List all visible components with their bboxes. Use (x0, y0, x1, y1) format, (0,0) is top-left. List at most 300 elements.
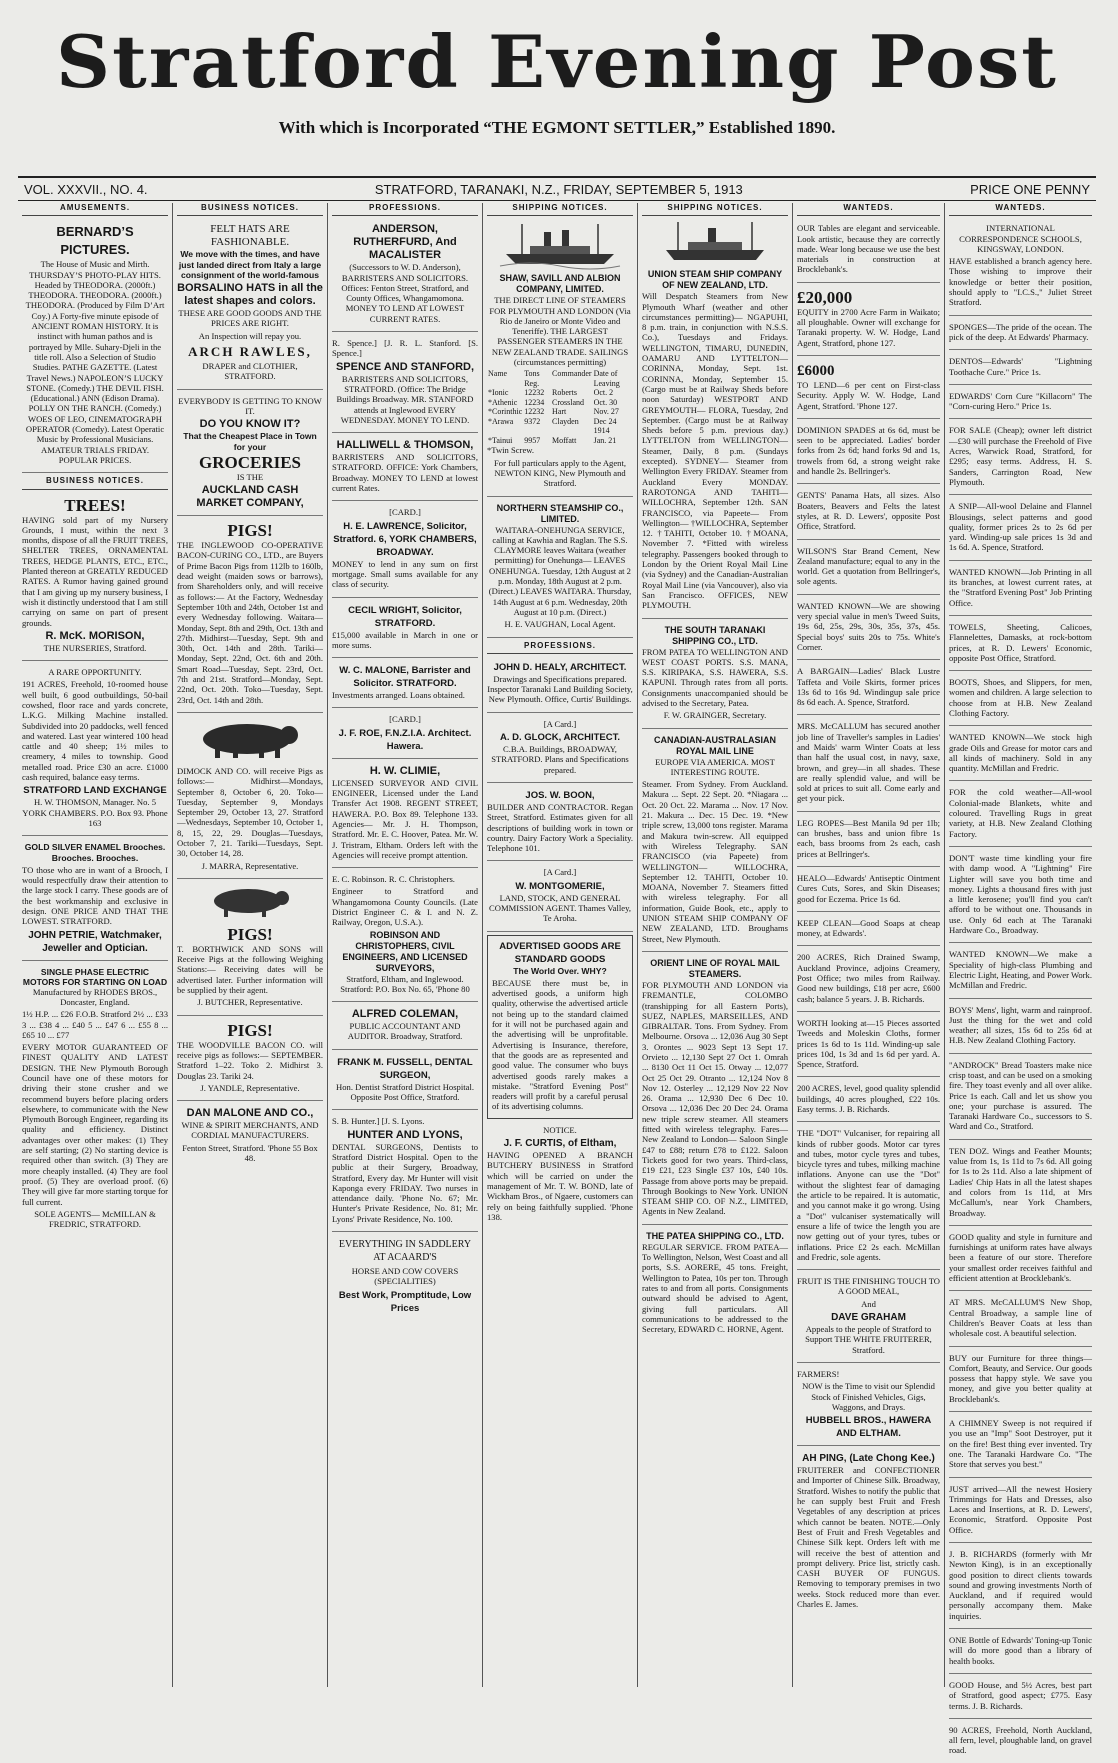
card-label: [A Card.] (543, 718, 577, 729)
advertiser-address: Fenton Street, Stratford. 'Phone 55 Box 48. (182, 1142, 318, 1164)
masthead-subtitle: With which is Incorporated “THE EGMONT SETTLER,” Established 1890. (278, 118, 836, 137)
ad-title: EVERYBODY IS GETTING TO KNOW IT. (178, 395, 322, 416)
advertiser-name: J. YANDLE, Representative. (200, 1082, 300, 1093)
column-business-notices (172, 203, 327, 1687)
advertiser-name: NORTHERN STEAMSHIP CO., LIMITED. (496, 502, 624, 524)
table-cell: Crossland (552, 397, 585, 407)
ad-body: THE WOODVILLE BACON CO. will receive pigs as follows:— SEPTEMBER. Stratford 1–22. Toko 2. Midhirst 3. Douglas 23. Tariki 24. (177, 1039, 323, 1081)
table-header-cell: Date of Leaving (593, 369, 620, 388)
ad-brooches (22, 839, 168, 960)
ad-body: LEG ROPES—Best Manila 9d per 1lb; can brushes, bass and union fibre 1s each, bass brooms from 2s each, cash prices at Bellringer's. (797, 817, 940, 859)
ad-spence-stanford (332, 335, 478, 433)
ad-body: Hon. Dentist Stratford District Hospital. Opposite Post Office, Stratford. (336, 1081, 474, 1103)
ad-boon (487, 786, 633, 861)
advertiser-name: A. D. GLOCK, ARCHITECT. (500, 732, 620, 744)
ad-title: SINGLE PHASE ELECTRIC MOTORS FOR STARTING ON LOAD (22, 966, 168, 987)
ad-body: OUR Tables are elegant and serviceable. Look artistic, because they are correctly made. Wear long because we use the best materials in construction at Brocklebank's. (797, 223, 940, 275)
ad-body: J. B. RICHARDS (formerly with Mr Newton King), is in an exceptionally good position to direct clients towards sound and growing investments North of Auckland, and if required would personally accompany them. Make inquiries. (949, 1548, 1092, 1621)
column-professions (327, 203, 482, 1687)
ad-body: DIMOCK AND CO. will receive Pigs as follows:— Midhirst—Mondays, September 8, October 6, 20. Toko—Tuesday, September 9, Mondays September 29, October 13, 27. Stratford—Wednesdays, September 10, October 1, 8, 15, 22, 29. Douglas—Tuesdays, October 7, 21. Tariki—Tuesdays, Sept. 30, October 14, 28. (177, 765, 323, 859)
ad-robinson-christophers (332, 871, 478, 1002)
ad-tweeds (797, 1015, 940, 1077)
ad-oils (949, 729, 1092, 781)
masthead (18, 6, 1096, 138)
ad-title: ADVERTISED GOODS ARE STANDARD GOODS (499, 940, 621, 965)
ad-title: INTERNATIONAL CORRESPONDENCE SCHOOLS, KINGSWAY, LONDON. (959, 223, 1082, 254)
table-cell: *Corinthic (488, 407, 523, 417)
ad-body: HORSE AND COW COVERS (SPECIALITIES) (351, 1266, 459, 1287)
ad-montgomerie (487, 864, 633, 931)
ad-contact: For full particulars apply to the Agent, NEWTON KING, New Plymouth and Stratford. (494, 457, 626, 489)
ad-sponges (949, 319, 1092, 351)
ad-subtitle: Manufactured by RHODES BROS., Doncaster, England. (32, 986, 158, 1007)
ad-boys-coats (949, 1002, 1092, 1054)
ad-tagline: Best Work, Promptitude, Low Prices (338, 1289, 472, 1314)
ad-acaards-saddlery (332, 1235, 478, 1320)
advertiser-name: ANDERSON, RUTHERFURD, And MACALISTER (353, 223, 457, 262)
ad-amount: £6000 (797, 362, 835, 379)
ad-tonic (949, 1632, 1092, 1674)
ad-body: The House of Music and Mirth. THURSDAY’S PHOTO-PLAY HITS. Headed by THEODORA. (2000ft.) THEODORA. THEODORA. (2000ft.) THEODORA. (Produced by Film D’Art Coy.) A Forty-five minute episode of ANCIENT ROMAN HISTORY. It is instinct with human pathos and is portrayed by Mlle. Suhary-Djeli in the title roll. Also a Selection of Studio Studies. PATHE GAZETTE. (Latest Travel News.) NAPOLEON’S LUCKY STONE. (Comedy.) THE DEVIL FISH. (Educational.) ANN (Edison Drama). POLLY ON THE RANCH. (Comedy.) WOES OF LEO, CINEMATOGRAPH OPERATOR (Comedy). Latest Operatic Music by Professional Musicians. AMATEUR TRIALS FRIDAY. POPULAR PRICES. (25, 259, 165, 465)
table-cell: Hart (552, 407, 567, 417)
ad-job-printing (949, 564, 1092, 616)
ad-title: PIGS! (227, 1020, 273, 1040)
advertiser-name: DAN MALONE AND CO., (186, 1107, 314, 1120)
ad-roe (332, 711, 478, 758)
ad-body: BUY our Furniture for three things—Comfort, Beauty, and Service. Our goods possess that happy style. We save you money, and give you better quality at Brocklebank's. (949, 1352, 1092, 1404)
ad-corn-cure (949, 388, 1092, 420)
ad-body: FOR SALE (Cheap); owner left district—£30 will purchase the Freehold of Five Acres, Warwick Road, Stratford, for £295; easy terms. Address, H. S. Sanders, Carrington Road, New Plymouth. (949, 425, 1092, 487)
table-cell: Dec 24 (593, 416, 617, 426)
ad-title: PIGS! (227, 521, 273, 541)
advertiser-name: ORIENT LINE OF ROYAL MAIL STEAMERS. (650, 957, 780, 979)
table-cell: 12232 (524, 388, 545, 398)
ad-body: WANTED KNOWN—We are showing very special value in men's Tweed Suits, 19s 6d, 25s, 29s, 30s, 35s, 37s, 45s. Special boys' suits 20s to 75s. White's Corner. (797, 600, 940, 652)
ad-dot-vulcaniser (797, 1125, 940, 1270)
ad-body: WORTH looking at—15 Pieces assorted Tweeds and Moleskin Cloths, former prices 1s 6d to 1s 11d. Winding-up sale prices 10d, 1s 3d and 1s 6d per yard. A. Spence, Stratford. (797, 1017, 940, 1070)
ad-body: Engineer to Stratford and Whangamomona County Councils. (Late District Engineer C. & I. and N. Z. Railway, Oregon, U.S.A.). (332, 886, 478, 928)
ad-connector: IS THE (236, 471, 264, 482)
ad-dan-malone (177, 1104, 323, 1170)
table-cell: *Arawa (488, 416, 514, 426)
ad-title: A RARE OPPORTUNITY. (48, 667, 142, 678)
ad-cement (797, 543, 940, 595)
ad-feather-mounts (949, 1143, 1092, 1226)
advertiser-name: J. BUTCHER, Representative. (197, 997, 303, 1008)
ad-toasters (949, 1057, 1092, 1140)
advertiser-name: ALFRED COLEMAN, (351, 1008, 459, 1021)
ad-furniture-quality (949, 1229, 1092, 1291)
table-header-cell: Commander (552, 369, 592, 379)
table-cell: 9957 (524, 435, 541, 445)
ad-body: HAVE established a branch agency here. Those wishing to improve their knowledge or better their position, should apply to "I.C.S.," Juliet Street Stratford. (949, 256, 1092, 308)
ad-coleman (332, 1005, 478, 1050)
ad-title: FRUIT IS THE FINISHING TOUCH TO A GOOD MEAL, (797, 1276, 941, 1297)
advertiser-name: JOHN PETRIE, Watchmaker, Jeweller and Optician. (28, 929, 162, 954)
ad-body: 191 ACRES, Freehold, 10-roomed house well built, 6 good outbuildings, 50-bail cowshed, floor race and yards concrete, L.K.G. Milking Machine installed. Subdivided into 20 paddocks, well fenced and watered. Last year wintered 100 head cattle and 40 sheep; 1½ miles to creamery, 4 miles to township. Good metalled road. Price £30 an acre. £1000 cash required, balance easy terms. (22, 679, 168, 783)
ad-woodville-pigs (177, 1019, 323, 1101)
card-label: [CARD.] (389, 714, 421, 725)
advertiser-name: J. F. CURTIS, of Eltham, (503, 1138, 617, 1150)
ad-body: AT MRS. McCALLUM'S New Shop, Central Broadway, a sample line of Children's Beaver Coats at less than wholesale cost. A beautiful selection. (949, 1297, 1092, 1339)
column-heading: SHIPPING NOTICES. (487, 203, 633, 216)
ad-dentos (949, 353, 1092, 385)
ad-level-acres (797, 1080, 940, 1122)
ad-body: TO LEND—6 per cent on First-class Security. Apply W. W. Hodge, Land Agent, Stratford. 'Phone 127. (797, 379, 940, 411)
ad-ah-ping (797, 1449, 940, 1616)
steamship-illustration (660, 220, 770, 264)
advertiser-name: CECIL WRIGHT, Solicitor, STRATFORD. (348, 604, 462, 629)
section-heading: PROFESSIONS. (487, 641, 633, 654)
advertiser-name: AUCKLAND CASH MARKET COMPANY, (196, 484, 304, 510)
advertiser-name: STRATFORD LAND EXCHANGE (23, 785, 167, 797)
table-cell: 12232 (524, 407, 545, 417)
table-row (487, 426, 633, 436)
ad-body: A CHIMNEY Sweep is not required if you use an "Imp" Soot Destroyer, put it on the fire! Best thing ever invented. Try one. The Taranaki Hardware Co. "The Store that serves you best." (949, 1418, 1092, 1470)
table-cell: Oct. 30 (593, 397, 618, 407)
column-amusements (18, 203, 172, 1687)
column-heading: WANTEDS. (797, 203, 940, 216)
table-row (487, 407, 633, 417)
ad-body: TO those who are in want of a Brooch, I would respectfully draw their attention to the large stock I carry. These goods are of the best workmanship and exclusive in design. ONE PRICE AND THAT THE LOWEST. STRATFORD. (22, 864, 168, 927)
ad-dominion-spades (797, 422, 940, 484)
ad-body: Appeals to the people of Stratford to Support THE WHITE FRUITERER, Stratford. (805, 1324, 932, 1355)
ad-borthwick-pigs (177, 923, 323, 1016)
ad-leg-ropes (797, 815, 940, 867)
ad-body: GOOD House, and 5½ Acres, best part of Stratford, good aspect; £775. Easy terms. J. B. Richards. (949, 1679, 1092, 1711)
ad-cecil-wright (332, 601, 478, 659)
advertiser-name: UNION STEAM SHIP COMPANY OF NEW ZEALAND, LTD. (647, 269, 783, 291)
ad-title: GOLD SILVER ENAMEL Brooches. Brooches. Brooches. (24, 842, 166, 863)
ad-body: A BARGAIN—Ladies' Black Lustre Taffeta and Voile Skirts, former prices 13s 6d to 16s 9d. Windingup sale price 8s 6d each. A. Spence, Stratford. (797, 666, 940, 708)
ad-winter-coats (797, 718, 940, 811)
ad-body: THE "DOT" Vulcaniser, for repairing all kinds of rubber goods. Motor car tyres and tubes, motor cycle tyres and tubes, bicycle tyres and tubes, milking machine inflations. Anyone can use the "Dot" without the slightest fear of damaging the article to be repaired. It is automatic, and you cannot make it go wrong. Using a "Dot" vulcaniser systematically will ensure a life of twice the length you are now getting out of your tyres, tubes or inflations. Price £2 2s each. McMillan and Fredric, sole agents. (797, 1128, 940, 1262)
ad-fire-lighter (949, 850, 1092, 943)
table-row (487, 388, 633, 398)
table-cell: 9372 (524, 416, 541, 426)
column-wanteds-2 (944, 203, 1096, 1756)
ad-body: EVERY MOTOR GUARANTEED OF FINEST QUALITY AND LATEST DESIGN. THE New Plymouth Borough Council have one of these motors for driving their stone crusher and we recommend buyers before placing orders elsewhere, to communicate with the New Plymouth Borough Engineer, regarding its quality and efficiency. Distinct advantages over other makes: (1) They are self starting; (2) No starting device is required other than switch. (3) They are more cheaply installed. (4) They are fool proof. (5) They are overload proof. (6) They will give far more starting torque for full current. (22, 1042, 168, 1207)
advertiser-name: CANADIAN-AUSTRALASIAN ROYAL MAIL LINE (654, 734, 776, 756)
ad-hubbell-bros (797, 1366, 940, 1446)
advertiser-name: W. C. MALONE, Barrister and Solicitor. STRATFORD. (339, 665, 471, 690)
ad-title: FARMERS! (797, 1368, 840, 1379)
ad-soaps (797, 915, 940, 947)
advertiser-name: SPENCE AND STANFORD, (335, 360, 475, 373)
ad-swamp-acres (797, 949, 940, 1011)
ad-body: Drawings and Specifications prepared. Inspector Taranaki Land Building Society, New Plymouth. Office, Curtis' Buildings. (487, 673, 633, 705)
advertiser-name: JOHN D. HEALY, ARCHITECT. (493, 661, 627, 673)
advertiser-name: FRANK M. FUSSELL, DENTAL SURGEON, (337, 1056, 473, 1081)
ad-title: BERNARD’S PICTURES. (56, 224, 134, 258)
table-cell: *Ionic (488, 388, 509, 398)
ad-tables (797, 220, 940, 282)
ad-electric-motors (22, 964, 168, 1237)
ad-richards-investments (949, 1546, 1092, 1629)
advertiser-name: HUBBELL BROS., HAWERA AND ELTHAM. (805, 1415, 932, 1440)
advertiser-name: DAVE GRAHAM (831, 1312, 906, 1324)
ad-body: EDWARDS' Corn Cure "Killacorn" The "Corn-curing Hero." Price 1s. (949, 390, 1092, 412)
table-cell: Jan. 21 (593, 435, 617, 445)
table-cell: Moffatt (552, 435, 577, 445)
ad-for-sale (949, 422, 1092, 495)
ad-body: MRS. McCALLUM has secured another job line of Traveller's samples in Ladies' and Maids' warm Winter Coats at less than half the usual cost, in navy, saxe, brown, and grey—in all shades. These are really splendid value, and will be sold at prices to suit all. Come early and get your pick. (797, 721, 940, 804)
ad-skirts-bargain (797, 663, 940, 715)
ad-body: BECAUSE there must be, in advertised goods, a uniform high quality, otherwise the advertised article not being up to the standard claimed for it will not be purchased again and the advertising will be unprofitable. Advertising is Insurance, therefore, that the goods are as represented and good value. The consumer who buys advertised goods rarely makes a mistake. "Stratford Evening Post" readers will profit by a careful perusal of its advertising columns. (492, 977, 628, 1112)
ad-amount: £20,000 (797, 287, 853, 307)
ad-body: THE INGLEWOOD CO-OPERATIVE BACON-CURING CO., LTD., are Buyers of Prime Bacon Pigs from 112lb to 160lb, dead weight (maiden sows or barrows), from Shareholders only, and will receive as follows:— At the Factory, Wednesday September 10th and 24th, October 1st and every Wednesday following. Waitara—Monday, Sept. 8th and 29th, Oct. 13th and 27th. Midhirst—Tuesday, Sept. 9th and 30th, Oct. 14th and 28th. Tariki—Monday, Sept. 22nd, Oct. 6th and 20th. Smart Road—Tuesday, Sept. 23rd, Oct. 7th and 21st. Stratford—Monday, Sept. 22nd, Oct. 20th. Toko—Tuesday, Sept. 23rd, Oct. 14th and 28th. (177, 540, 323, 705)
table-header-row (487, 369, 633, 388)
ad-malone (332, 661, 478, 708)
table-cell: *Tainui (488, 435, 513, 445)
ad-body: Steamer. From Sydney. From Auckland. Makura ... Sept. 22 Sept. 20. *Niagara ... Oct. 20 Oct. 22. Marama ... Nov. 17 Nov. 21. Makura ... Dec. 15 Dec. 19. *New triple screw, 13,000 tons register. Marama and Makura twin-screw. All equipped with Wireless Telegraphy. SAN FRANCISCO (via Papeete) from WELLINGTON— WILLOCHRA, September 12. TAHITI, October 10. MOANA, November 7. Steamers fitted with wireless telegraphy. For all information, Guide Book, etc., apply to UNION STEAM SHIP COMPANY OF NEW ZEALAND, LTD. Broughams Street, New Plymouth. (642, 779, 788, 944)
ad-lawrence (332, 504, 478, 597)
partner-names: E. C. Robinson. R. C. Christophers. (332, 874, 455, 885)
ad-patea-shipping (642, 1228, 788, 1342)
ad-title: FELT HATS ARE FASHIONABLE. (210, 223, 290, 249)
ad-body: Investments arranged. Loans obtained. (332, 690, 465, 701)
table-header-cell: Tons Reg. (524, 369, 540, 388)
ad-body: FRUITERER and CONFECTIONER and Importer of Chinese Silk. Broadway, Stratford. Wishes to notify the public that he can supply best Fruit and Fresh Vegetables of any description at prices which cannot be beaten. NOTE.—Only Best of Fruit and Fresh Vegetables and Chinese Silk kept. Orders left with me will receive the best of attention and prompt delivery. Price list, strictly cash. CASH BUYER OF FUNGUS. Removing to temporary premises in two weeks. Stock reduced more than ever. Charles E. James. (797, 1465, 940, 1609)
ad-curtis-notice (487, 1122, 633, 1229)
ad-soot-destroyer (949, 1415, 1092, 1477)
ad-beaver-coats (949, 1294, 1092, 1346)
ad-body: WANTED KNOWN—Job Printing in all its branches, at lowest current rates, at the "Stratford Evening Post" Job Printing Office. (949, 566, 1092, 608)
advertiser-address: DRAPER and CLOTHIER, STRATFORD. (202, 361, 298, 382)
ad-body: DON'T waste time kindling your fire with damp wood. A "Lightning" Fire Lighter will save you both time and money. Lights a thousand fires with just a little kerosene; you'll find you can't afford to be without one. Thousands in use. Only 6d each at The Taranaki Hardware Co., Broadway. (949, 852, 1092, 936)
advertiser-name: HUNTER AND LYONS, (347, 1128, 463, 1141)
ad-title: PIGS! (227, 924, 273, 944)
motor-price-list: 1½ H.P. ... £26 F.O.B. Stratford 2½ ... £33 3 ... £38 4 ... £40 5 ... £47 6 ... £55 8 ... £65 10 ... £77 (22, 1009, 168, 1040)
ad-dimock-pigs (177, 763, 323, 879)
advertiser-name: THE SOUTH TARANAKI SHIPPING CO., LTD. (664, 624, 766, 646)
ad-body: WINE & SPIRIT MERCHANTS, AND CORDIAL MANUFACTURERS. (181, 1120, 319, 1141)
ad-furniture-buy (949, 1350, 1092, 1412)
ad-glock (487, 716, 633, 783)
advertiser-name: JOS. W. BOON, (525, 789, 595, 801)
advertiser-name: SOLE AGENTS— McMILLAN & FREDRIC, STRATFORD. (34, 1208, 156, 1230)
ad-felt-hats (177, 220, 323, 389)
table-row (487, 417, 633, 427)
table-header-cell: Name (488, 369, 508, 379)
ad-bernards-pictures (22, 220, 168, 473)
ad-body: TOWELS, Sheeting, Calicoes, Flannelettes, Damasks, at rock-bottom prices, at R. D. Lewers' Economic, opposite Post Office, Stratford. (949, 621, 1092, 663)
ad-body: T. BORTHWICK AND SONS will Receive Pigs at the following Weighing Stations:— Receiving dates will be advertised later. Further information will be supplied by their agent. (177, 943, 323, 996)
ad-body: SPONGES—The pride of the ocean. The pick of the deep. At Edwards' Pharmacy. (949, 321, 1092, 342)
ad-trees (22, 494, 168, 662)
ad-blankets (949, 784, 1092, 846)
advertiser-address: H. W. THOMSON, Manager. No. 5 YORK CHAMBERS. P.O. Box 93. Phone 163 (22, 797, 168, 828)
ad-body: BUILDER AND CONTRACTOR. Regan Street, Stratford. Estimates given for all descriptions of building work in town or country. Dairy Factory Work a Speciality. Telephone 101. (487, 801, 633, 854)
ad-body: DOMINION SPADES at 6s 6d, must be seen to be appreciated. Ladies' border forks from 2s 6d; hand forks 9d and 1s, trowels from 6d, a strong weight rake and handle 2s. Bellringer's. (797, 424, 940, 477)
pig-illustration (185, 717, 315, 759)
ad-subtitle: EUROPE VIA AMERICA. MOST INTERESTING ROUTE. (655, 756, 775, 777)
advertiser-name: H. W. CLIMIE, (369, 764, 441, 777)
ad-pigs-inglewood (177, 519, 323, 713)
product-name: GROCERIES (198, 452, 302, 472)
advertiser-name: SHAW, SAVILL AND ALBION COMPANY, LIMITED. (499, 273, 621, 295)
ad-body: WILSON'S Star Brand Cement, New Zealand manufacture; equal to any in the world. Get a quotation from Bellringer's, sole agents. (797, 545, 940, 587)
ad-orient-line (642, 955, 788, 1225)
advertiser-name: ROBINSON AND CHRISTOPHERS, CIVIL ENGINEERS, AND LICENSED SURVEYORS, (342, 929, 468, 973)
column-shipping-notices-2 (637, 203, 792, 1687)
ad-body: FOR PLYMOUTH AND LONDON via FREMANTLE, COLOMBO (transhipping for all Eastern Ports), SUEZ, NAPLES, MARSEILLES, AND GIBRALTAR. Tons. From Sydney. From Melbourne. Orsova ... 12,036 Aug 30 Sept 3. Orontes ... 9023 Sept 13 Sept 17. Orvieto ... 12,130 Sept 27 Oct 1. Omrah ... 8130 Oct 11 Oct 15. Otway ... 12,077 Oct 25 Oct 29. Otranto ... 12,124 Nov 8 Nov 12. Osterley ... 12,129 Nov 22 Nov 26. Orama ... 12,930 Dec 6 Dec 10. Orsova ... 12,036 Dec 20 Dec 24. Orama new triple screw steamer. All steamers fitted with wireless telegraphy. Fares—New Zealand to London— Saloon Single £47 to £88; return £78 to £122. Saloon Tickets good for two years. Third-class, £19 £21, £23 Single £37 10s, £40 10s. Passage from above ports may be prepaid. Through Bookings to New York. UNION STEAM SHIP CO. OF N.Z., LIMITED, Agents in New Zealand. (642, 979, 788, 1217)
advertiser-name: AH PING, (Late Chong Kee.) (802, 1453, 935, 1465)
card-label: [A Card.] (543, 867, 577, 878)
ad-loan (797, 359, 940, 419)
price: PRICE ONE PENNY (970, 181, 1090, 197)
advertiser-name: ARCH RAWLES, (188, 344, 312, 360)
ad-body: BOOTS, Shoes, and Slippers, for men, women and children. A large selection to choose from at H.B. New Zealand Clothing Factory. (949, 677, 1092, 718)
column-shipping-notices (482, 203, 637, 1687)
sailings-table (487, 369, 633, 445)
ad-boots (949, 674, 1092, 726)
advertiser-name: J. F. ROE, F.N.Z.I.A. Architect. Hawera. (338, 727, 472, 752)
ad-title: EVERYTHING IN SADDLERY AT ACAARD'S (338, 1239, 472, 1264)
ad-body: C.B.A. Buildings, BROADWAY, STRATFORD. Plans and Specifications prepared. (491, 744, 629, 775)
ad-body: BARRISTERS AND SOLICITORS, STRATFORD. OFFICE: York Chambers, Broadway. MONEY TO LEND at lowest current Rates. (332, 452, 478, 494)
table-cell (487, 426, 523, 436)
ad-blousings (949, 498, 1092, 560)
ad-body: ONE Bottle of Edwards' Toning-up Tonic will do more good than a library of health books. (949, 1635, 1093, 1666)
ad-body: KEEP CLEAN—Good Soaps at cheap money, at Edwards'. (797, 917, 940, 939)
agent-name: F. W. GRAINGER, Secretary. (663, 710, 767, 721)
advertiser-name: HALLIWELL & THOMSON, (336, 439, 474, 452)
advertiser-name: H. E. LAWRENCE, Solicitor, Stratford. 6, YORK CHAMBERS, BROADWAY. (333, 520, 477, 558)
ad-body: 200 ACRES, Rich Drained Swamp, Auckland Province, adjoins Creamery, Post Office; two miles from Railway. Good new buildings, £18 per acre, £600 cash; balance 5 years. J. B. Richards. (797, 952, 940, 1004)
ad-body: HEALO—Edwards' Antiseptic Ointment Cures Cuts, Sores, and Skin Diseases; good for Eczema. Price 1s 6d. (797, 872, 940, 904)
ad-body: DENTOS—Edwards' "Lightning Toothache Cure." Price 1s. (949, 356, 1092, 377)
ad-ics (949, 220, 1092, 315)
column-heading: WANTEDS. (949, 203, 1092, 216)
table-cell: 1914 (593, 426, 610, 436)
ad-body: FOR the cold weather—All-wool Colonial-made Blankets, white and coloured. Travelling Rugs in great variety, at H.B. New Zealand Clothing Factory. (949, 787, 1092, 839)
ad-body: MONEY to lend in any sum on first mortgage. Small sums available for any class of security. (332, 558, 478, 590)
advertiser-name: R. McK. MORISON, (45, 629, 145, 642)
ad-body: GOOD quality and style in furniture and furnishings at uniform rates have always been a feature of our store. Therefore your smallest order receives faithful and efficient attention at Brocklebank's. (949, 1231, 1092, 1284)
column-heading: PROFESSIONS. (332, 203, 478, 216)
advertiser-name: THE PATEA SHIPPING CO., LTD. (646, 1230, 784, 1241)
ad-south-taranaki-shipping (642, 622, 788, 729)
ad-body: 200 ACRES, level, good quality splendid buildings, 40 acres ploughed, £22 10s. Easy terms. J. B. Richards. (797, 1083, 940, 1114)
ad-body: BOYS' Mens', light, warm and rainproof. Just the thing for the wet and cold weather; all sizes, 15s 6d to 25s 6d at H.B. New Zealand Clothing Factory. (949, 1004, 1092, 1046)
ad-title: NOTICE. (543, 1124, 577, 1135)
ad-healy (487, 658, 633, 713)
ad-body: That the Cheapest Place in Town for your (183, 431, 317, 452)
masthead-title: Stratford Evening Post (55, 19, 1058, 104)
ad-body: DENTAL SURGEONS, Dentists to Stratford District Hospital. Open to the public at their Surgery, Broadway, Stratford, Every day. Mr Hunter will visit Kaponga every FRIDAY. Two nurses in attendance daily. 'Phone No. 67; Mr. Hunter's Private Residence, No. 81; Mr. Lyons' Private Residence, No. 100. (332, 1141, 478, 1224)
product-name: BORSALINO HATS in all the latest shapes and colors. (177, 282, 323, 308)
partner-names: R. Spence.] [J. R. L. Stanford. [S. Spence.] (332, 338, 478, 359)
ad-body: HAVING OPENED A BRANCH BUTCHERY BUSINESS in Stratford which will be carried on under the management of Mr. T. W. BOND, late of Wickham Bros., of Ngaere, customers can rely on being faithfully supplied. 'Phone 138. (487, 1150, 633, 1222)
ad-90-acres (949, 1722, 1092, 1763)
dateline (18, 176, 1096, 201)
partner-names: S. B. Hunter.] [J. S. Lyons. (332, 1116, 425, 1127)
ad-body: LAND, STOCK, AND GENERAL COMMISSION AGENT. Thames Valley, Te Aroha. (489, 892, 631, 924)
ad-climie (332, 762, 478, 868)
ad-body: PUBLIC ACCOUNTANT AND AUDITOR. Broadway, Stratford. (347, 1021, 463, 1042)
section-heading: BUSINESS NOTICES. (22, 476, 168, 489)
table-cell: 12234 (524, 397, 545, 407)
table-cell (551, 426, 593, 436)
ad-tweed-suits (797, 598, 940, 660)
ad-shaw-savill (487, 270, 633, 496)
ad-rare-opportunity (22, 664, 168, 836)
ad-healo (797, 870, 940, 912)
ad-hosiery (949, 1481, 1092, 1543)
ad-note: An Inspection will repay you. (198, 330, 302, 341)
ad-body: £15,000 available in March in one or more sums. (332, 629, 478, 650)
ad-body: WANTED KNOWN—We stock high grade Oils and Grease for motor cars and all kinds of machinery. Sold in any quantity. McMillan and Fredric. (949, 732, 1092, 774)
ad-canadian-australasian (642, 732, 788, 952)
advertiser-address: Stratford, Eltham, and Inglewood. Stratford: P.O. Box No. 65, 'Phone 80 (340, 973, 470, 994)
table-cell (523, 426, 551, 436)
ad-equity (797, 286, 940, 356)
ad-union-steamship (642, 266, 788, 618)
ad-body: NOW is the Time to visit our Splendid Stock of Finished Vehicles, Gigs, Waggons, and Drays. (802, 1381, 935, 1412)
ad-hunter-lyons (332, 1113, 478, 1232)
column-heading: BUSINESS NOTICES. (177, 203, 323, 216)
ad-subtitle: The World Over. WHY? (513, 965, 607, 976)
ad-body: Will Despatch Steamers from New Plymouth Wharf (weather and other circumstances permitting)— NGAPUHI, 8 p.m. train, in conjunction with N.S.S. Co.), Tuesdays and Fridays. WELLINGTON, TIMARU, DUNEDIN, OAMARU AND LYTTELTON— CORINNA, Monday, Sept. 1st. CORINNA, Monday, September 15. (Cargo must be at Railway Sheds before noon Saturday) WESTPORT AND GREYMOUTH— FLORA, Tuesday, 2nd September. (Cargo must be at Railway Sheds before 5 p.m. previous day.) LYTTELTON from WELLINGTON— Steamer, Daily, 8 p.m. (Sundays excepted). SYDNEY— Steamer from Wellington Every FRIDAY. Steamer from Auckland Every MONDAY. RAROTONGA AND TAHITI— WILLOCHRA, September 12th. SAN FRANCISCO, via Papeete— From Wellington— †WILLOCHRA, September 12. †TAHITI, October 10. †MOANA, November 7. *Fitted with wireless telegraphy. Passengers booked through to London by the Orient Royal Mail Line (via Sydney) and the Canadian-Australian Royal Mail Line (via Vancouver), also via San Francisco. OFFICES, NEW PLYMOUTH. (642, 291, 788, 611)
ad-body: A SNIP—All-wool Delaine and Flannel Blousings, select patterns and good quality, former prices 2s to 2s 6d per yard. Winding-up sale prices 1s 3d and 1s 6d. A. Spence, Stratford. (949, 501, 1092, 553)
ad-question: DO YOU KNOW IT? (199, 418, 301, 431)
ad-body: BARRISTERS AND SOLICITORS, STRATFORD. (Office: The Bridge Buildings Broadway. MR. STANFORD attends at Inglewood EVERY WEDNESDAY. MONEY TO LEND. (336, 373, 474, 425)
ad-dave-graham (797, 1273, 940, 1363)
ad-body: WANTED KNOWN—We make a Speciality of high-class Plumbing and Electric Light, Heating, and Power Work. McMillan and Fredric. (949, 949, 1092, 991)
ad-body: LICENSED SURVEYOR AND CIVIL ENGINEER, Licensed under the Land Transfer Act 1908. REGENT STREET, HAWERA. P.O. Box 89. Telephone 133. Agencies— Mr. J. H. Thompson, Stratford. Mr. E. C. Hoover, Patea. Mr. W. J. Tristram, Eltham. Orders left with the Agencies will receive prompt attention. (332, 777, 478, 860)
ad-body: (Successors to W. D. Anderson), BARRISTERS AND SOLICITORS. Offices: Fenton Street, Stratford, and County Offices, Whangamomona. MONEY TO LEND AT LOWEST CURRENT RATES. (341, 262, 469, 324)
agent-name: H. E. VAUGHAN, Local Agent. (504, 619, 616, 630)
table-footnote: *Twin Screw. (487, 445, 535, 456)
ad-body: WAITARA-ONEHUNGA SERVICE, calling at Kawhia and Raglan. The S.S. CLAYMORE leaves Waitara (weather permitting) for Onehunga— LEAVES ONEHUNGA. Tuesday, 12th August at 2 p.m. Monday, 18th August at 2 p.m. (Direct.) LEAVES WAITARA. Thursday, 14th August at 6 p.m. Wednesday, 20th August at 10 p.m. (Direct.) (488, 524, 632, 617)
ad-advertised-goods (487, 935, 633, 1119)
table-cell: Nov. 27 (593, 407, 619, 417)
ad-good-house (949, 1677, 1092, 1719)
place-date: STRATFORD, TARANAKI, N.Z., FRIDAY, SEPTEMBER 5, 1913 (374, 181, 743, 197)
ad-body: We move with the times, and have just landed direct from Italy a large consignment of the world-famous (178, 249, 322, 280)
ad-body: FROM PATEA TO WELLINGTON AND WEST COAST PORTS. S.S. MANA, S.S. KIRIPAKA, S.S. HAWERA, S.S. KAPUNI. Through rates from all ports. Consignments unaccompanied should be advised to the Secretary, Patea. (642, 646, 788, 708)
column-wanteds (792, 203, 944, 1687)
ad-body: TEN DOZ. Wings and Feather Mounts; value from 1s, 1s 11d to 7s 6d. All going for 1s to 2s 11d. Also a late shipment of Ladies' Chip Hats in all the latest shapes and colors from 1s 11d, at Mrs McCallum's, near York Chambers, Broadway. (949, 1145, 1092, 1218)
ad-title: TREES! (64, 495, 126, 515)
column-heading: AMUSEMENTS. (22, 203, 168, 216)
table-cell: Roberts (552, 388, 577, 398)
column-heading: SHIPPING NOTICES. (642, 203, 788, 216)
ad-body: JUST arrived—All the newest Hosiery Trimmings for Hats and Dresses, also Laces and Insertions, at R. D. Lewers', Economic, Stratford. Opposite Post Office. (949, 1483, 1092, 1535)
table-cell: Clayden (552, 416, 579, 426)
table-row (487, 398, 633, 408)
volume-number: VOL. XXXVII., NO. 4. (24, 181, 148, 197)
table-row (487, 436, 633, 446)
table-cell: Oct. 2 (593, 388, 614, 398)
ad-towels (949, 619, 1092, 671)
advertiser-name: J. MARRA, Representative. (201, 860, 299, 871)
ad-body: 90 ACRES, Freehold, North Auckland, all fern, level, ploughable land, on gravel road. (949, 1724, 1092, 1756)
ad-body: HAVING sold part of my Nursery Grounds, I must, within the next 3 months, dispose of all the FRUIT TREES, SHELTER TREES, ORNAMENTAL TREES, HEDGE PLANTS, ETC., ETC., Planted thereon at GREATLY REDUCED RATES. A Rumor having gained ground that I am giving up my nursery business, I wish it distinctly understood that I am still carrying on same on part of present grounds. (22, 514, 168, 628)
ad-halliwell-thomson (332, 436, 478, 501)
advertiser-address: THE NURSERIES, Stratford. (43, 642, 147, 653)
table-cell: *Athenic (488, 397, 518, 407)
ad-body: GENTS' Panama Hats, all sizes. Also Boaters, Beavers and Felts the latest styles, at R. D. Lewers', opposite Post Office, Stratford. (797, 490, 940, 532)
ad-body: "ANDROCK" Bread Toasters make nice crisp toast, and can be used on a smoking fire. They toast evenly and all over alike. Price 1s each. Call and let us show you one; your purchase is assured. The Taranaki Hardware Co., successors to S. Ward and Co., Stratford. (949, 1059, 1092, 1132)
ad-body: THE DIRECT LINE OF STEAMERS FOR PLYMOUTH AND LONDON (Via Rio de Janeiro or Monte Video and Teneriffe). THE LARGEST PASSENGER STEAMERS IN THE NEW ZEALAND TRADE. SAILINGS (circumstances permitting) (489, 295, 631, 368)
ad-groceries (177, 393, 323, 516)
steamship-illustration (500, 220, 620, 268)
pig-illustration (200, 883, 300, 919)
ad-anderson (332, 220, 478, 332)
ad-body: REGULAR SERVICE. FROM PATEA— To Wellington, Nelson, West Coast and all ports, S.S. AORERE, 45 tons. Freight, Wellington to Patea, 10s per ton. Through rates to and from all ports. Consignments outward should be advised to Agent, giving full particulars. All communications to be addressed to the Secretary, EDWARD C. HORNE, Agent. (642, 1241, 788, 1335)
